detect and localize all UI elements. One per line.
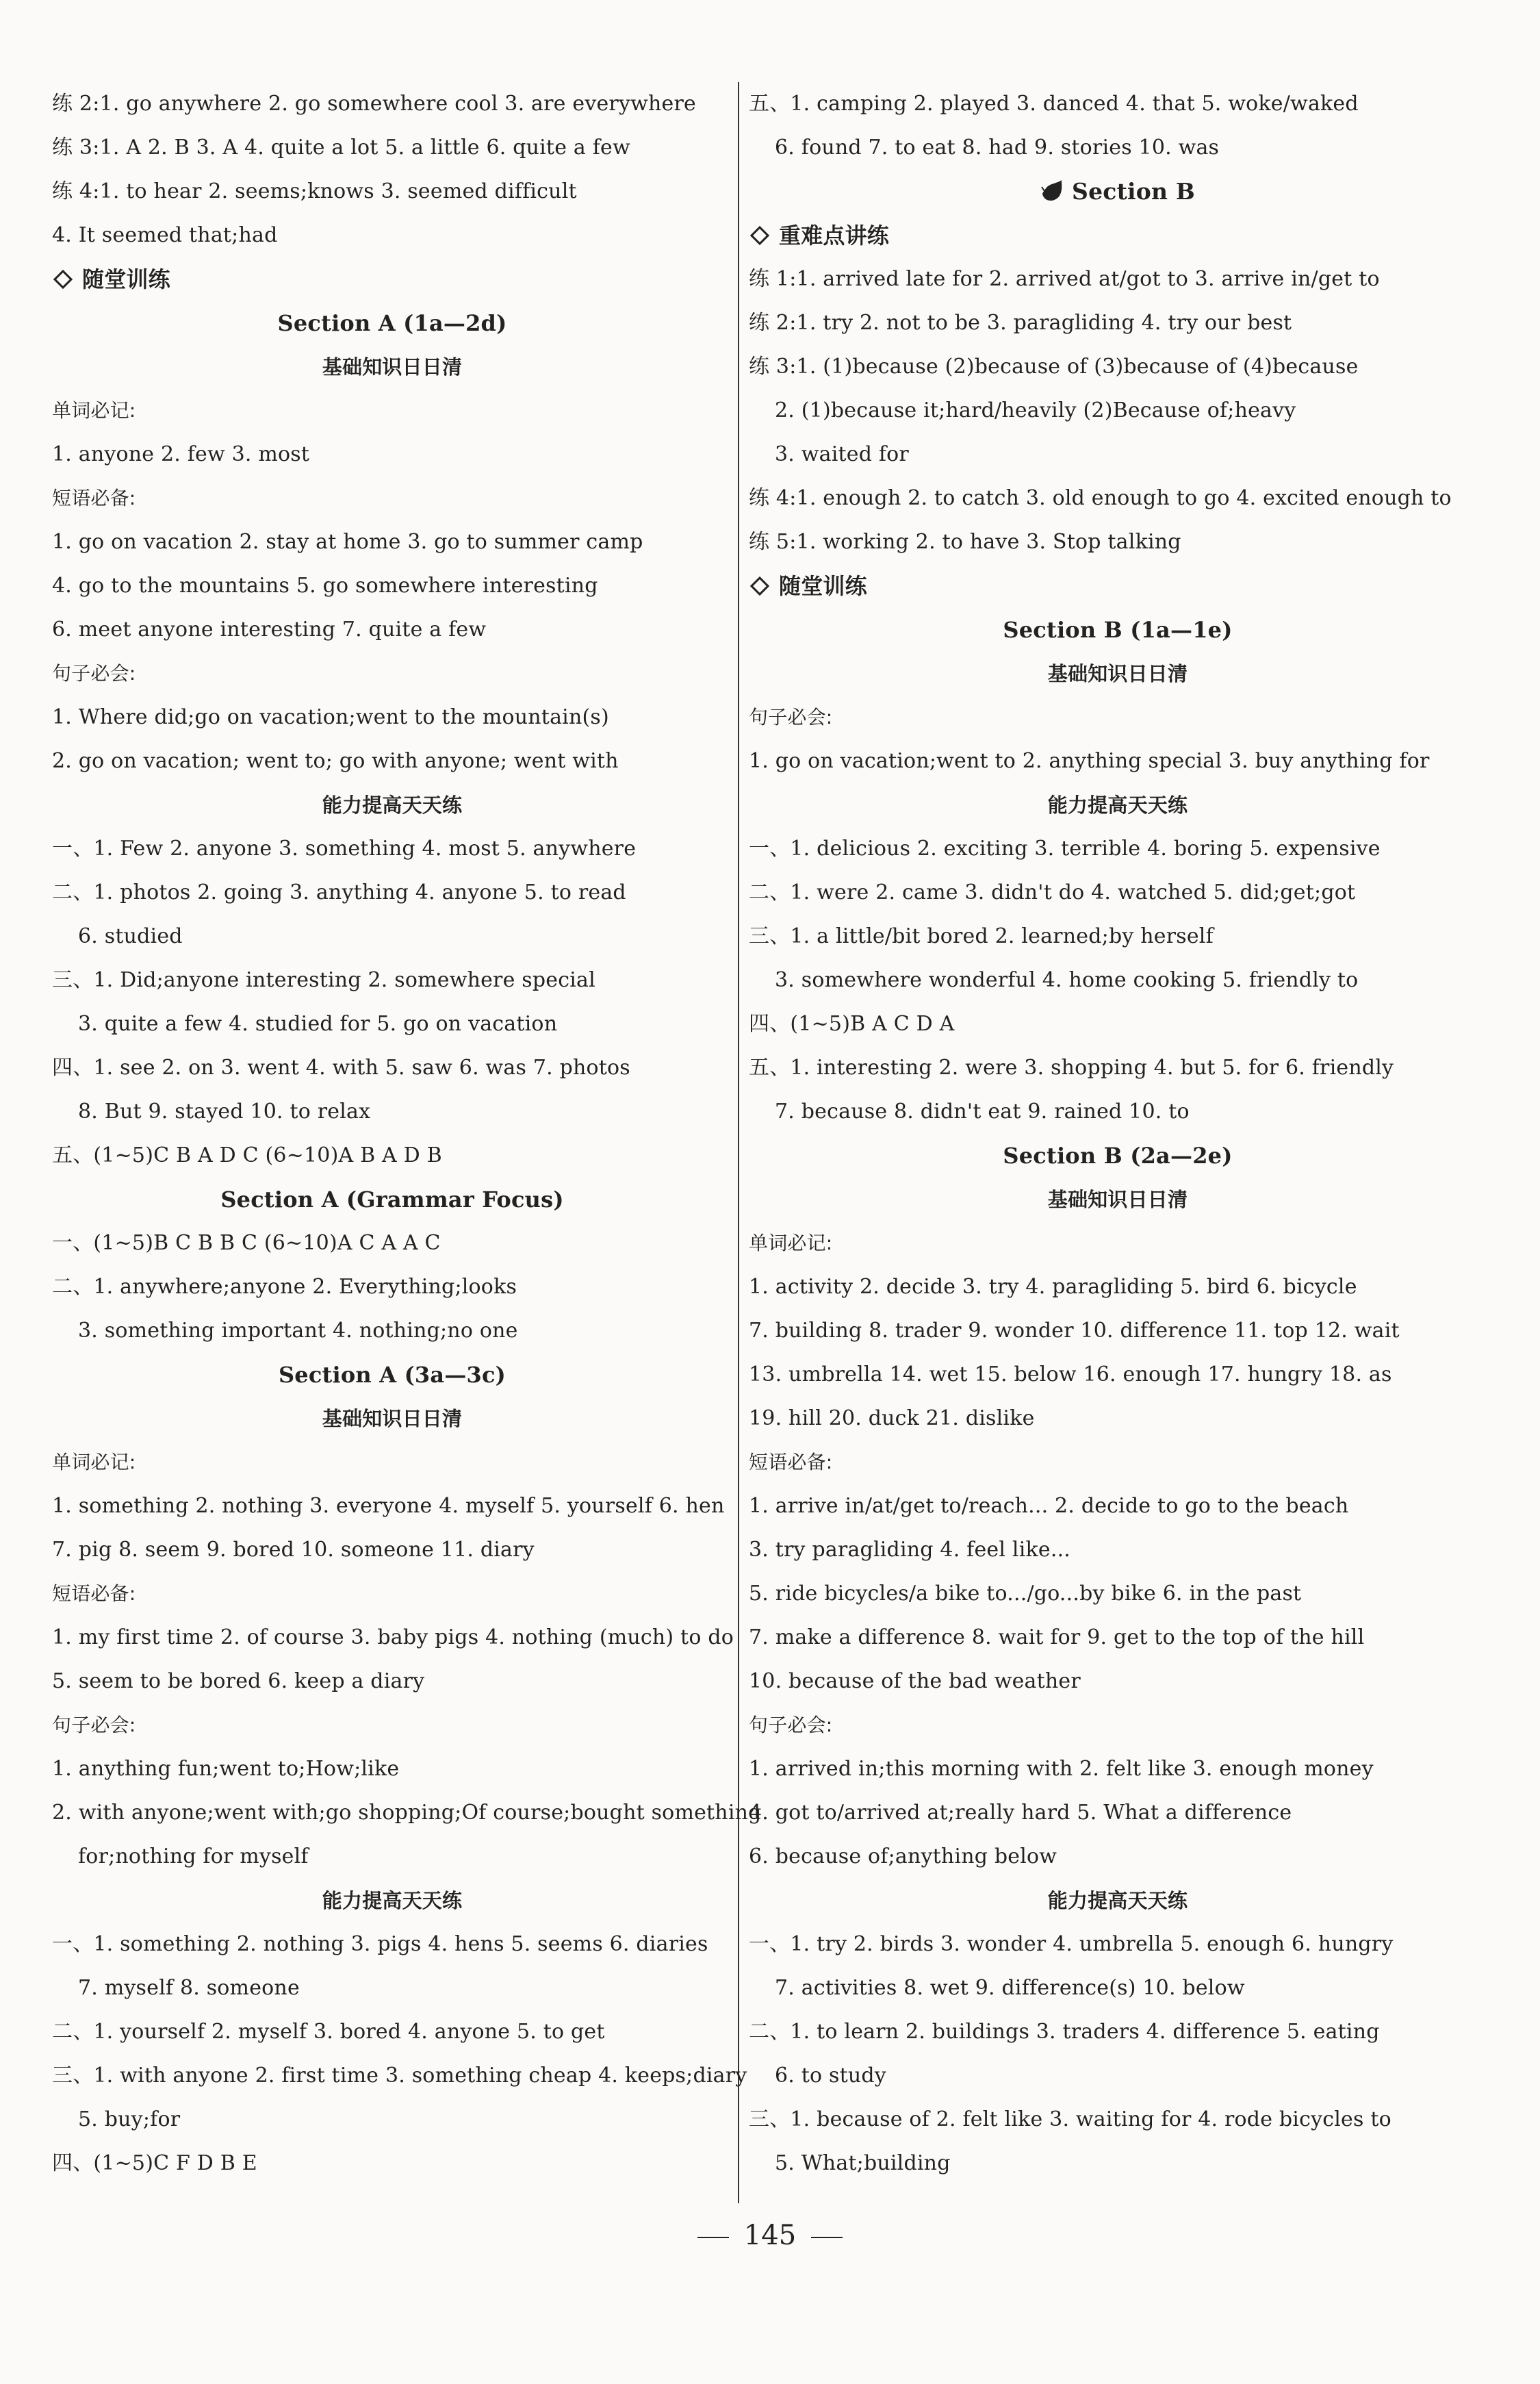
answer-text: 五、(1~5)C B A D C (6~10)A B A D B (52, 1143, 442, 1167)
answer-text: 2. with anyone;went with;go shopping;Of course;bought something (52, 1801, 762, 1825)
answer-line (749, 1791, 1487, 1835)
answer-line (52, 1616, 732, 1660)
category-label (52, 652, 732, 696)
answer-line (52, 1484, 732, 1528)
section-title (749, 608, 1487, 652)
section-heading (749, 214, 1487, 257)
answer-text: 2. go on vacation; went to; go with anyone; went with (52, 749, 619, 773)
answer-line (52, 959, 732, 1002)
answer-line (52, 1002, 732, 1046)
answer-line (749, 477, 1487, 520)
answer-text: 4. It seemed that;had (52, 223, 278, 247)
page-number-text: 145 (743, 2220, 797, 2251)
left-column (52, 82, 762, 2185)
answer-line (749, 82, 1487, 126)
answer-text: 5. What;building (775, 2151, 951, 2175)
answer-text: 5. buy;for (78, 2107, 181, 2131)
answer-line (52, 433, 732, 477)
answer-text: 五、1. camping 2. played 3. danced 4. that 5. woke/waked (749, 92, 1359, 116)
answer-line (52, 827, 732, 871)
answer-text: 二、1. yourself 2. myself 3. bored 4. anyone 5. to get (52, 2020, 605, 2044)
answer-line (749, 1528, 1487, 1572)
answer-text: 6. studied (78, 924, 183, 948)
answer-text: 练 3:1. A 2. B 3. A 4. quite a lot 5. a little 6. quite a few (52, 136, 630, 160)
answer-text: 一、1. try 2. birds 3. wonder 4. umbrella 5. enough 6. hungry (749, 1932, 1394, 1956)
answer-text: 练 2:1. go anywhere 2. go somewhere cool 3. are everywhere (52, 92, 696, 116)
answer-line (749, 827, 1487, 871)
answer-text: 4. go to the mountains 5. go somewhere interesting (52, 574, 598, 598)
answer-line (52, 1528, 732, 1572)
answer-line (749, 871, 1487, 915)
section-b-title: Section B (1072, 178, 1195, 205)
leaf-icon (1040, 180, 1064, 203)
answer-line (52, 2098, 732, 2142)
answer-line (52, 1966, 732, 2010)
answer-text: 10. because of the bad weather (749, 1669, 1081, 1693)
answer-text: 7. activities 8. wet 9. difference(s) 10. below (775, 1976, 1245, 2000)
section-title-text: Section B (1a—1e) (1003, 617, 1233, 643)
answer-text: 二、1. photos 2. going 3. anything 4. anyone 5. to read (52, 880, 626, 904)
subsection-title (52, 345, 732, 389)
answer-line (749, 257, 1487, 301)
answer-line (749, 1002, 1487, 1046)
column-divider (738, 82, 739, 2203)
subsection-title-text: 能力提高天天练 (1047, 794, 1188, 817)
answer-line (52, 564, 732, 608)
answer-text: 7. because 8. didn't eat 9. rained 10. to (775, 1100, 1190, 1124)
answer-text: 3. waited for (775, 442, 909, 466)
answer-text: 1. activity 2. decide 3. try 4. paragliding 5. bird 6. bicycle (749, 1275, 1357, 1299)
answer-line (52, 1747, 732, 1791)
answer-line (749, 1309, 1487, 1353)
answer-text: 一、1. something 2. nothing 3. pigs 4. hens 5. seems 6. diaries (52, 1932, 708, 1956)
answer-line (749, 2142, 1487, 2185)
subsection-title-text: 基础知识日日清 (322, 355, 463, 379)
answer-text: 6. found 7. to eat 8. had 9. stories 10. was (775, 136, 1220, 160)
answer-line (52, 1923, 732, 1966)
answer-text: 6. meet anyone interesting 7. quite a few (52, 618, 487, 642)
section-title-text: Section B (2a—2e) (1003, 1143, 1233, 1169)
section-heading-text: 随堂训练 (779, 573, 867, 599)
answer-text: 练 4:1. to hear 2. seems;knows 3. seemed difficult (52, 179, 577, 203)
answer-line (52, 1835, 732, 1879)
answer-text: 1. go on vacation;went to 2. anything special 3. buy anything for (749, 749, 1430, 773)
answer-line (52, 739, 732, 783)
subsection-title-text: 能力提高天天练 (322, 794, 463, 817)
answer-line (749, 1397, 1487, 1441)
answer-text: 4. got to/arrived at;really hard 5. What a difference (749, 1801, 1292, 1825)
answer-text: 五、1. interesting 2. were 3. shopping 4. but 5. for 6. friendly (749, 1056, 1394, 1080)
answer-line (52, 608, 732, 652)
diamond-icon (53, 270, 73, 289)
answer-line (749, 915, 1487, 959)
answer-line (52, 871, 732, 915)
diamond-icon (750, 576, 769, 596)
answer-line (749, 1747, 1487, 1791)
answer-line (749, 2054, 1487, 2098)
answer-text: 7. building 8. trader 9. wonder 10. difference 11. top 12. wait (749, 1319, 1400, 1343)
answer-line (749, 1616, 1487, 1660)
subsection-title (52, 783, 732, 827)
answer-text: 三、1. Did;anyone interesting 2. somewhere special (52, 968, 595, 992)
subsection-title-text: 基础知识日日清 (322, 1407, 463, 1430)
subsection-title-text: 能力提高天天练 (1047, 1889, 1188, 1912)
category-label (749, 1441, 1487, 1484)
answer-line (749, 1966, 1487, 2010)
answer-text: 6. because of;anything below (749, 1844, 1057, 1868)
answer-text: 3. something important 4. nothing;no one (78, 1319, 518, 1343)
category-label-text: 句子必会: (749, 1714, 833, 1736)
answer-text: 13. umbrella 14. wet 15. below 16. enough 17. hungry 18. as (749, 1362, 1392, 1386)
subsection-title-text: 基础知识日日清 (1047, 662, 1188, 685)
answer-text: 练 1:1. arrived late for 2. arrived at/got to 3. arrive in/get to (749, 267, 1380, 291)
section-title-text: Section A (Grammar Focus) (220, 1187, 564, 1213)
section-title (52, 1353, 732, 1397)
subsection-title-text: 基础知识日日清 (1047, 1188, 1188, 1211)
answer-line (749, 345, 1487, 389)
answer-line (749, 739, 1487, 783)
subsection-title (52, 1879, 732, 1923)
answer-text: 三、1. because of 2. felt like 3. waiting for 4. rode bicycles to (749, 2107, 1391, 2131)
answer-line (52, 2054, 747, 2098)
category-label-text: 短语必备: (749, 1451, 833, 1473)
answer-line (749, 1265, 1487, 1309)
category-label-text: 短语必备: (52, 487, 136, 509)
subsection-title-text: 能力提高天天练 (322, 1889, 463, 1912)
answer-line (749, 1835, 1487, 1879)
answer-line (52, 696, 732, 739)
section-b-banner (749, 170, 1487, 214)
answer-line (52, 1046, 732, 1090)
subsection-title (749, 783, 1487, 827)
section-title (52, 1178, 732, 1221)
answer-text: 3. quite a few 4. studied for 5. go on vacation (78, 1012, 558, 1036)
answer-line (749, 433, 1487, 477)
section-title-text: Section A (1a—2d) (277, 310, 507, 336)
diamond-icon (750, 226, 769, 245)
answer-line (52, 1791, 762, 1835)
answer-line (52, 915, 732, 959)
answer-line (749, 301, 1487, 345)
answer-text: 三、1. a little/bit bored 2. learned;by herself (749, 924, 1214, 948)
answer-text: 19. hill 20. duck 21. dislike (749, 1406, 1035, 1430)
answer-text: 3. somewhere wonderful 4. home cooking 5. friendly to (775, 968, 1359, 992)
answer-line (52, 1221, 732, 1265)
category-label (749, 696, 1487, 739)
page-number (0, 2220, 1540, 2251)
answer-line (749, 520, 1487, 564)
right-column (749, 82, 1487, 2185)
answer-line (52, 1660, 732, 1703)
answer-text: 1. something 2. nothing 3. everyone 4. myself 5. yourself 6. hen (52, 1494, 725, 1518)
answer-text: 1. go on vacation 2. stay at home 3. go to summer camp (52, 530, 643, 554)
category-label-text: 单词必记: (52, 399, 136, 422)
category-label-text: 短语必备: (52, 1582, 136, 1605)
answer-line (749, 959, 1487, 1002)
category-label-text: 句子必会: (749, 706, 833, 728)
answer-text: 二、1. to learn 2. buildings 3. traders 4. difference 5. eating (749, 2020, 1380, 2044)
answer-text: 二、1. anywhere;anyone 2. Everything;looks (52, 1275, 517, 1299)
answer-line (52, 1134, 732, 1178)
answer-line (749, 2010, 1487, 2054)
category-label-text: 句子必会: (52, 1714, 136, 1736)
answer-text: 一、1. Few 2. anyone 3. something 4. most 5. anywhere (52, 837, 637, 861)
answer-line (52, 1309, 732, 1353)
category-label-text: 句子必会: (52, 662, 136, 685)
answer-text: 2. (1)because it;hard/heavily (2)Because of;heavy (775, 398, 1296, 422)
subsection-title (52, 1397, 732, 1441)
section-heading (52, 257, 732, 301)
answer-text: 四、(1~5)C F D B E (52, 2151, 257, 2175)
answer-text: 二、1. were 2. came 3. didn't do 4. watched 5. did;get;got (749, 880, 1356, 904)
answer-text: 7. pig 8. seem 9. bored 10. someone 11. diary (52, 1538, 535, 1562)
answer-line (52, 126, 732, 170)
section-heading-text: 随堂训练 (82, 266, 170, 292)
answer-line (52, 82, 732, 126)
answer-text: 7. make a difference 8. wait for 9. get to the top of the hill (749, 1625, 1365, 1649)
answer-text: 练 5:1. working 2. to have 3. Stop talking (749, 530, 1181, 554)
answer-text: 6. to study (775, 2064, 886, 2088)
category-label (52, 389, 732, 433)
answer-text: 7. myself 8. someone (78, 1976, 300, 2000)
answer-text: 1. anything fun;went to;How;like (52, 1757, 400, 1781)
section-title-text: Section A (3a—3c) (278, 1362, 506, 1388)
dash-left (697, 2237, 729, 2238)
answer-line (749, 389, 1487, 433)
answer-line (52, 2010, 732, 2054)
category-label (749, 1703, 1487, 1747)
answer-text: 1. Where did;go on vacation;went to the mountain(s) (52, 705, 609, 729)
category-label (749, 1221, 1487, 1265)
answer-text: 四、(1~5)B A C D A (749, 1012, 955, 1036)
answer-line (749, 2098, 1487, 2142)
answer-text: 5. ride bicycles/a bike to.../go...by bike 6. in the past (749, 1582, 1302, 1606)
subsection-title (749, 1178, 1487, 1221)
answer-text: 练 4:1. enough 2. to catch 3. old enough to go 4. excited enough to (749, 486, 1452, 510)
answer-line (52, 1090, 732, 1134)
category-label-text: 单词必记: (52, 1451, 136, 1473)
answer-text: 1. anyone 2. few 3. most (52, 442, 310, 466)
section-title (52, 301, 732, 345)
answer-line (52, 1265, 732, 1309)
answer-text: 1. my first time 2. of course 3. baby pigs 4. nothing (much) to do (52, 1625, 734, 1649)
section-heading-text: 重难点讲练 (779, 223, 890, 249)
answer-line (749, 126, 1487, 170)
answer-line (749, 1484, 1487, 1528)
answer-text: 5. seem to be bored 6. keep a diary (52, 1669, 425, 1693)
answer-line (749, 1923, 1487, 1966)
subsection-title (749, 1879, 1487, 1923)
category-label (52, 477, 732, 520)
answer-text: 一、1. delicious 2. exciting 3. terrible 4. boring 5. expensive (749, 837, 1381, 861)
answer-text: for;nothing for myself (78, 1844, 309, 1868)
answer-text: 三、1. with anyone 2. first time 3. something cheap 4. keeps;diary (52, 2064, 747, 2088)
answer-line (52, 2142, 732, 2185)
category-label (52, 1572, 732, 1616)
answer-text: 练 3:1. (1)because (2)because of (3)because of (4)because (749, 355, 1359, 379)
category-label (52, 1441, 732, 1484)
answer-text: 3. try paragliding 4. feel like... (749, 1538, 1071, 1562)
answer-line (749, 1660, 1487, 1703)
answer-line (52, 170, 732, 214)
answer-text: 四、1. see 2. on 3. went 4. with 5. saw 6. was 7. photos (52, 1056, 630, 1080)
dash-right (811, 2237, 843, 2238)
subsection-title (749, 652, 1487, 696)
section-heading (749, 564, 1487, 608)
answer-text: 练 2:1. try 2. not to be 3. paragliding 4. try our best (749, 311, 1292, 335)
answer-line (749, 1090, 1487, 1134)
answer-line (52, 214, 732, 257)
answer-text: 1. arrive in/at/get to/reach... 2. decide to go to the beach (749, 1494, 1349, 1518)
category-label (52, 1703, 732, 1747)
category-label-text: 单词必记: (749, 1232, 833, 1254)
answer-text: 8. But 9. stayed 10. to relax (78, 1100, 371, 1124)
answer-line (749, 1353, 1487, 1397)
answer-text: 一、(1~5)B C B B C (6~10)A C A A C (52, 1231, 441, 1255)
answer-line (52, 520, 732, 564)
section-title (749, 1134, 1487, 1178)
answer-line (749, 1572, 1487, 1616)
answer-text: 1. arrived in;this morning with 2. felt like 3. enough money (749, 1757, 1374, 1781)
answer-line (749, 1046, 1487, 1090)
